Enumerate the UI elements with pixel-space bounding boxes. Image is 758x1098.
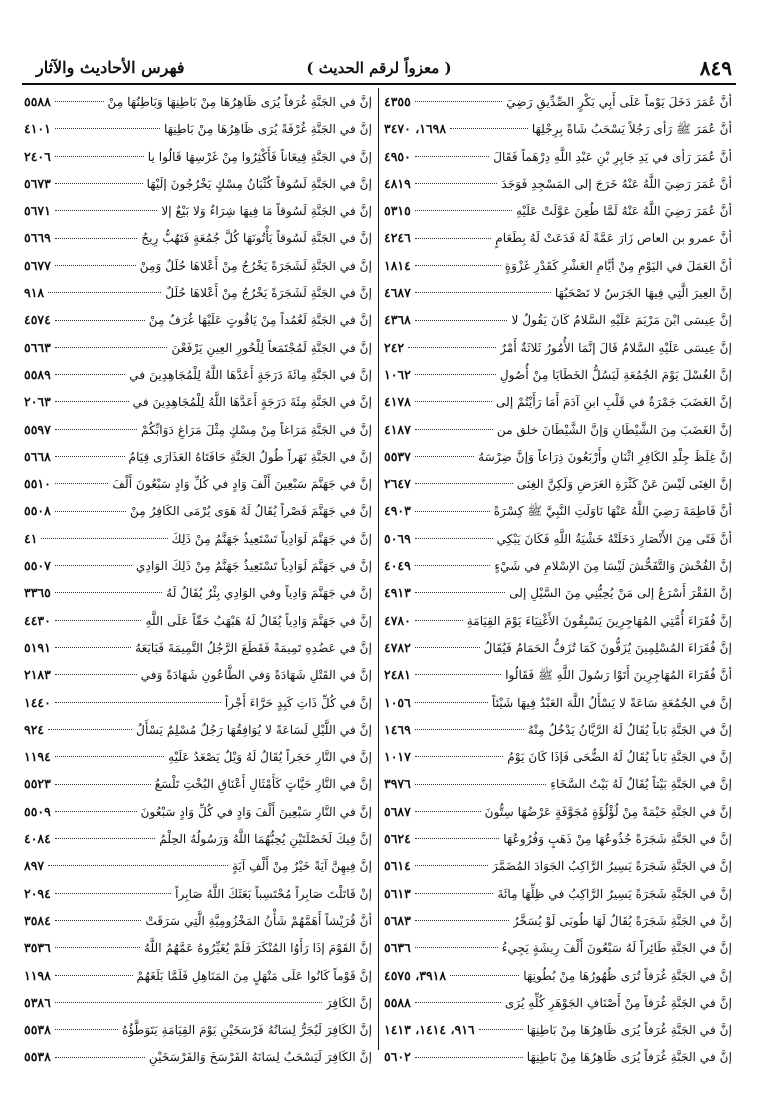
leader-dots xyxy=(415,1057,523,1058)
index-entry xyxy=(384,989,732,1016)
entry-text: إنَّ في الجَنَّةِ بَاباً يُقَالُ لَهُ الضُّحَى فَإذَا كَانَ يَوْمُ xyxy=(507,750,732,765)
entry-text: إنْ قَاتَلْتَ صَابِراً مُحْتَسِباً بَعَثَكَ اللَّهُ صَابِراً xyxy=(175,886,372,901)
index-entry xyxy=(24,115,372,142)
index-entry xyxy=(24,170,372,197)
index-entry xyxy=(24,579,372,606)
page-number: ٨٤٩ xyxy=(699,56,732,80)
hadith-number: ٥٥١٠ xyxy=(24,476,51,492)
index-entry xyxy=(24,989,372,1016)
leader-dots xyxy=(415,565,491,566)
hadith-number: ٥٥٣٨ xyxy=(24,1049,51,1065)
index-entry xyxy=(384,88,732,115)
hadith-number: ٣٥٣٦ xyxy=(24,940,51,956)
leader-dots xyxy=(415,320,508,321)
index-entry xyxy=(384,388,732,415)
entry-text: إنَّ عِيسَى ابْنَ مَرْيَمَ عَلَيْهِ السَّلامُ كَانَ يَقُولُ لا xyxy=(511,313,732,328)
leader-dots xyxy=(415,401,492,402)
index-entry xyxy=(384,825,732,852)
entry-text: أنَّ عُمَرَ ﷺ رَأى رَجُلاً يَسْحَبُ شَاةً بِرِجْلِهَا xyxy=(531,122,732,137)
hadith-number: ٤٣٦٨ xyxy=(384,312,411,328)
hadith-number: ٥٥٠٨ xyxy=(24,503,51,519)
leader-dots xyxy=(415,101,502,102)
index-entry xyxy=(384,743,732,770)
entry-text: أنَّ فَاطِمَةَ رَضِيَ اللَّهُ عَنْهَا نَاوَلَتِ النَّبِيَّ ﷺ كِسْرَةً xyxy=(493,504,732,519)
entry-text: إنَّ العِيرَ الَّتِي فِيهَا الجَرَسُ لا تَصْحَبُهَا xyxy=(554,286,732,301)
hadith-number: ٤٤٣٠ xyxy=(24,612,51,628)
leader-dots xyxy=(415,183,498,184)
index-entry xyxy=(24,252,372,279)
hadith-number: ٥١٩١ xyxy=(24,639,51,655)
entry-text: إنَّ في الجُمُعَةِ سَاعَةً لا يَسْأَلُ اللَّهَ العَبْدُ فِيهَا شَيْئاً xyxy=(492,695,732,710)
entry-text: إنَّ عِيسَى عَلَيْهِ السَّلامُ قَالَ إنَّمَا الأُمُورُ ثَلاثَةٌ أَمْرٌ xyxy=(500,340,732,355)
index-entry xyxy=(24,224,372,251)
index-entry xyxy=(384,661,732,688)
entry-text: إنَّ في الجَنَّةِ غُرَفاً تُرَى ظُهُورُهَا مِنْ بُطُونِهَا xyxy=(523,968,732,983)
index-entry xyxy=(384,170,732,197)
hadith-number: ٥٦٦٣ xyxy=(24,339,51,355)
hadith-number: ٢٤٨١ xyxy=(384,667,411,683)
hadith-number: ١٠٦٢ xyxy=(384,366,411,382)
leader-dots xyxy=(415,1002,501,1003)
entry-text: أنَّ عُمَرَ دَخَلَ يَوْماً عَلَى أَبِي بَكْرٍ الصِّدِّيقِ رَضِيَ xyxy=(506,95,732,109)
index-entry xyxy=(384,770,732,797)
hadith-number: ١٨١٤ xyxy=(384,257,411,273)
leader-dots xyxy=(55,511,126,512)
entry-text: إنَّ الفُحْشَ وَالتَّفَحُّشَ لَيْسَا مِنَ الإسْلامِ في شَيْءٍ xyxy=(494,559,732,574)
hadith-number: ١٤٤٠ xyxy=(24,694,51,710)
hadith-number: ٢٤٠٦ xyxy=(24,148,51,164)
hadith-number: ٥٦١٣ xyxy=(384,885,411,901)
index-entry xyxy=(24,306,372,333)
leader-dots xyxy=(55,320,145,321)
entry-text: إنَّ في الجَنَّةِ مَرَاغاً مِنْ مِسْكٍ مِثْلَ مَرَاغِ دَوَابِّكُمْ xyxy=(141,422,372,437)
leader-dots xyxy=(415,292,551,293)
hadith-number: ٥٦٠٢ xyxy=(384,1049,411,1065)
hadith-number: ١٦٩٨، ٣٤٧٠ xyxy=(384,121,447,137)
hadith-number: ٢٠٦٣ xyxy=(24,394,51,410)
index-entry xyxy=(24,880,372,907)
entry-text: أنَّ فَتًى مِنَ الأَنْصَارِ دَخَلَتْهُ خَشْيَةُ اللَّهِ فَكَانَ يَبْكِي xyxy=(496,531,732,546)
leader-dots xyxy=(55,483,109,484)
leader-dots xyxy=(55,156,144,157)
entry-text: إنَّ في جَهَنَّمَ وَادِياً يُقَالُ لَهُ هَبْهَبُ حَقّاً عَلَى اللَّهِ xyxy=(145,613,372,628)
hadith-number: ٣٣٦٥ xyxy=(24,585,51,601)
index-entry xyxy=(384,525,732,552)
entry-text: إنَّ قَوْماً كَانُوا عَلَى مَنْهَلٍ مِنَ المَنَاهِلِ فَلَمَّا بَلَغَهُمْ xyxy=(136,968,372,983)
index-entry xyxy=(384,579,732,606)
hadith-number: ٩١٦، ١٤١٤، ١٤١٣ xyxy=(384,1022,475,1038)
leader-dots xyxy=(55,183,143,184)
entry-text: إنَّ في الجَنَّةِ لَمُجْتَمَعاً لِلْحُورِ العِينِ يَرْفَعْنَ xyxy=(171,340,372,355)
entry-text: أنَّ عُمَرَ رَضِيَ اللَّهُ عَنْهُ خَرَجَ إلى المَسْجِدِ فَوَجَدَ xyxy=(501,176,732,191)
leader-dots xyxy=(55,347,168,348)
hadith-number: ١١٩٤ xyxy=(24,749,51,765)
header-subtitle: ( معزواً لرقم الحديث ) xyxy=(306,59,452,77)
hadith-number: ٥٦١٤ xyxy=(384,858,411,874)
leader-dots xyxy=(450,975,519,976)
entry-text: أنَّ عمرو بن العاص زَارَ عَمَّةً لَهُ فَدَعَتْ لَهُ بِطَعَامٍ xyxy=(495,231,732,246)
leader-dots xyxy=(55,975,133,976)
hadith-number: ٥٥٩٧ xyxy=(24,421,51,437)
entry-text: إنَّ في الجَنَّةِ لَعُمُداً مِنْ يَاقُوتٍ عَلَيْهَا غُرَفٌ مِنْ xyxy=(148,313,372,328)
leader-dots xyxy=(48,292,161,293)
entry-text: إنَّ الكَافِرَ لَيَسْحَبُ لِسَانَهُ الفَرْسَخَ وَالفَرْسَخَيْنِ xyxy=(148,1050,372,1065)
entry-text: إنَّ في الجَنَّةِ غُرَفاً يُرَى ظَاهِرُهَا مِنْ بَاطِنِهَا xyxy=(526,1050,732,1065)
index-entry xyxy=(24,1043,372,1070)
leader-dots xyxy=(55,401,129,402)
index-entry xyxy=(384,689,732,716)
hadith-number: ١١٩٨ xyxy=(24,967,51,983)
entry-text: إنَّ فِيكَ لَخَصْلَتَيْنِ يُحِبُّهُمَا اللَّهُ وَرَسُولُهُ الحِلْمُ xyxy=(159,832,372,847)
entry-text: إنَّ الفَقْرَ أَسْرَعُ إلى مَنْ يُحِبُّنِي مِنَ السَّيْلِ إلى xyxy=(509,586,732,601)
index-entry xyxy=(24,852,372,879)
leader-dots xyxy=(415,429,493,430)
entry-text: إنَّ في الجَنَّةِ لَسُوقاً يَأْتُونَهَا كُلَّ جُمُعَةٍ فَتَهُبُّ رِيحُ xyxy=(141,231,372,246)
hadith-number: ٤٦٨٧ xyxy=(384,285,411,301)
entry-text: إنَّ في جَهَنَّمَ وَادِياً وفي الوَادِي بِئْرٌ يُقَالُ لَهُ xyxy=(166,586,372,601)
leader-dots xyxy=(415,456,474,457)
index-entry xyxy=(384,497,732,524)
leader-dots xyxy=(415,893,494,894)
leader-dots xyxy=(55,456,125,457)
hadith-number: ٤١٠١ xyxy=(24,121,51,137)
leader-dots xyxy=(55,1002,322,1003)
hadith-number: ٥٦٦٨ xyxy=(24,448,51,464)
hadith-number: ٤٧٨٠ xyxy=(384,612,411,628)
hadith-number: ٤٢٤٦ xyxy=(384,230,411,246)
entry-text: إنَّ في اللَّيْلِ لَسَاعَةً لا يُوَافِقُهَا رَجُلٌ مُسْلِمٌ يَسْأَلُ xyxy=(136,722,372,737)
entry-text: إنَّ فُقَرَاءَ أُمَّتِي المُهَاجِرِينَ يَسْبِقُونَ الأَغْنِيَاءَ يَوْمَ القِيَامَةِ xyxy=(466,613,732,628)
leader-dots xyxy=(55,1029,118,1030)
index-entry xyxy=(384,143,732,170)
hadith-number: ١٤٦٩ xyxy=(384,721,411,737)
hadith-number: ٥٦٧٣ xyxy=(24,175,51,191)
hadith-number: ٢٤٢ xyxy=(384,339,405,355)
leader-dots xyxy=(55,1057,145,1058)
hadith-number: ٥٣١٥ xyxy=(384,203,411,219)
index-entry xyxy=(24,334,372,361)
entry-text: إنَّ في الجَنَّةِ نَهَراً طُولُ الجَنَّةِ حَافَتَاهُ العَذَارَى قِيَامٌ xyxy=(128,449,372,464)
leader-dots xyxy=(415,538,493,539)
entry-text: إنَّ فُقَرَاءَ المُسْلِمِينَ يُزَفُّونَ كَمَا تُزَفُّ الحَمَامُ فَيُقَالُ xyxy=(483,640,732,655)
hadith-number: ٥٥٠٩ xyxy=(24,803,51,819)
leader-dots xyxy=(415,947,498,948)
index-entry xyxy=(24,661,372,688)
entry-text: إنَّ في النَّارِ حَيَّاتٍ كَأَمْثَالِ أَعْنَاقِ البُخْتِ تَلْسَعُ xyxy=(154,777,372,792)
index-entry xyxy=(24,388,372,415)
index-entry xyxy=(384,880,732,907)
entry-text: إنَّ في الجَنَّةِ مِئَةَ دَرَجَةٍ أَعَدَّهَا اللَّهُ لِلْمُجَاهِدِينَ في xyxy=(132,395,372,410)
hadith-number: ٤٠٤٩ xyxy=(384,558,411,574)
index-entry xyxy=(24,825,372,852)
left-column xyxy=(24,88,372,1071)
index-entry xyxy=(384,334,732,361)
hadith-number: ٥٥٢٣ xyxy=(24,776,51,792)
hadith-number: ٤٠٨٤ xyxy=(24,831,51,847)
hadith-number: ٤١٨٧ xyxy=(384,421,411,437)
index-entry xyxy=(384,1016,732,1043)
entry-text: أنَّ العَمَلَ في اليَوْمِ مِنْ أيَّامِ العَشْرِ كَقَدْرِ غَزْوَةٍ xyxy=(504,258,732,273)
index-entry xyxy=(384,798,732,825)
index-entry xyxy=(384,907,732,934)
entry-text: إنَّ الكَافِرَ xyxy=(325,995,372,1010)
entry-text: أنَّ قُرَيْشاً أَهَمَّهُمْ شَأْنُ المَخْزُومِيَّةِ الَّتِي سَرَقَتْ xyxy=(145,913,372,928)
index-entry xyxy=(24,88,372,115)
leader-dots xyxy=(48,729,132,730)
index-entry xyxy=(24,743,372,770)
header-rule xyxy=(22,83,736,85)
index-entry xyxy=(384,470,732,497)
leader-dots xyxy=(415,729,524,730)
entry-text: إنَّ في كُلِّ ذَاتِ كَبِدٍ حَرَّاءَ أَجْراً xyxy=(224,695,372,710)
index-entry xyxy=(24,716,372,743)
leader-dots xyxy=(55,374,125,375)
entry-text: إنَّ في جَهَنَّمَ لَوَادِياً تَسْتَعِيذُ جَهَنَّمُ مِنْ ذَلِكَ الوَادِي xyxy=(136,559,372,574)
hadith-number: ١٠١٧ xyxy=(384,749,411,765)
entry-text: إنَّ غِلَظَ جِلْدِ الكَافِرِ اثْنَانِ وأَرْبَعُونَ ذِرَاعاً وَإنَّ ضِرْسَهُ xyxy=(478,449,732,464)
leader-dots xyxy=(55,592,162,593)
hadith-number: ٥٦٨٣ xyxy=(384,912,411,928)
leader-dots xyxy=(55,893,171,894)
hadith-number: ٥٥٣٨ xyxy=(24,1022,51,1038)
index-entry xyxy=(384,224,732,251)
leader-dots xyxy=(415,920,509,921)
hadith-number: ٢٦٤٧ xyxy=(384,476,411,492)
entry-text: إنَّ القَوْمَ إذَا رَأَوُا المُنْكَرَ فَلَمْ يُغَيِّرُوهُ عَمَّهُمُ اللَّهُ xyxy=(143,941,372,956)
leader-dots xyxy=(55,565,132,566)
leader-dots xyxy=(55,647,131,648)
leader-dots xyxy=(415,483,513,484)
hadith-number: ٥٦٢٤ xyxy=(384,831,411,847)
entry-text: إنَّ في جَهَنَّمَ لَوَادِياً تَسْتَعِيذُ جَهَنَّمُ مِنْ ذَلِكَ xyxy=(171,531,372,546)
hadith-number: ٥٦٨٧ xyxy=(384,803,411,819)
leader-dots xyxy=(415,620,463,621)
leader-dots xyxy=(55,784,151,785)
entry-text: إنَّ في الجَنَّةِ شَجَرَةً جُذُوعُهَا مِنْ ذَهَبٍ وَفُرُوعُهَا xyxy=(503,832,732,847)
hadith-number: ٣٩٧٦ xyxy=(384,776,411,792)
index-entry xyxy=(24,552,372,579)
leader-dots xyxy=(55,702,221,703)
leader-dots xyxy=(415,674,501,675)
leader-dots xyxy=(55,620,142,621)
hadith-number: ٤٩١٣ xyxy=(384,585,411,601)
entry-text: إنَّ في الجَنَّةِ لَسُوقاً كُثْبَانُ مِسْكٍ يَخْرُجُونَ إلَيْهَا xyxy=(146,176,372,191)
index-entry xyxy=(24,634,372,661)
hadith-number: ٥٥٨٨ xyxy=(384,994,411,1010)
entry-text: إنَّ الغُسْلَ يَوْمَ الجُمُعَةِ لَيَسُلُّ الخَطَايَا مِنْ أُصُولِ xyxy=(499,367,732,382)
entry-text: إنَّ في الجَنَّةِ خَيْمَةً مِنْ لُؤْلُؤَةٍ مُجَوَّفَةٍ عَرْضُهَا سِتُّونَ xyxy=(484,804,732,819)
leader-dots xyxy=(55,947,140,948)
index-entry xyxy=(384,852,732,879)
index-entry xyxy=(24,470,372,497)
leader-dots xyxy=(55,101,104,102)
entry-text: إنَّ في الجَنَّةِ طَائِراً لَهُ سَبْعُونَ أَلْفَ رِيشَةٍ يَجِيءُ xyxy=(501,941,732,956)
index-entry xyxy=(24,143,372,170)
index-entry xyxy=(24,798,372,825)
entry-text: إنَّ في الجَنَّةِ لَسُوقاً مَا فِيهَا شِرَاءٌ وَلا بَيْعٌ إلا xyxy=(161,204,372,219)
entry-text: أنَّ فُقَرَاءَ المُهَاجِرِينَ أَتَوْا رَسُولَ اللَّهِ ﷺ فَقَالُوا xyxy=(505,668,732,683)
entry-text: إنَّ الغَضَبَ مِنَ الشَّيْطَانِ وَإنَّ الشَّيْطَانَ خلق من xyxy=(496,422,732,437)
entry-text: إنَّ في جَهَنَّمَ سَبْعِينَ أَلْفَ وَادٍ في كُلِّ وَادٍ سَبْعُونَ أَلْفَ xyxy=(112,477,372,492)
entry-text: إنَّ في الجَنَّةِ غُرَفاً يُرَى ظَاهِرُهَا مِنْ بَاطِنِهَا وَبَاطِنُهَا مِنْ xyxy=(107,95,372,109)
hadith-number: ٥٥٨٨ xyxy=(24,94,51,109)
leader-dots xyxy=(415,756,503,757)
column-divider xyxy=(378,88,379,1050)
index-entry xyxy=(24,525,372,552)
entry-text: إنَّ في النَّارِ سَبْعِينَ أَلْفَ وَادٍ في كُلِّ وَادٍ سَبْعُونَ xyxy=(140,804,372,819)
index-entry xyxy=(384,607,732,634)
right-column xyxy=(384,88,732,1071)
leader-dots xyxy=(450,128,528,129)
entry-text: إنَّ في النَّارِ حَجَراً يُقَالُ لَهُ وَيْلٌ يَصْعَدُ عَلَيْهِ xyxy=(168,750,372,765)
index-entry xyxy=(24,907,372,934)
hadith-number: ٤٩٠٣ xyxy=(384,503,411,519)
index-entry xyxy=(384,1043,732,1070)
hadith-number: ٤٣٥٥ xyxy=(384,94,411,109)
entry-text: أنَّ عُمَرَ رَضِيَ اللَّهُ عَنْهُ لَمَّا طُعِنَ عَوَّلَتْ عَلَيْهِ xyxy=(515,204,732,219)
index-entry xyxy=(24,443,372,470)
index-entry xyxy=(384,197,732,224)
index-entry xyxy=(384,716,732,743)
entry-text: إنَّ الكَافِرَ لَيُجَرُّ لِسَانُهُ فَرْسَخَيْنِ يَوْمَ القِيَامَةِ يَتَوَطَّؤُهُ xyxy=(121,1023,372,1038)
index-entry xyxy=(24,962,372,989)
entry-text: إنَّ في الجَنَّةِ لَشَجَرَةً يَخْرُجُ مِنْ أَعْلاهَا حُلَلٌ xyxy=(165,286,372,301)
hadith-number: ٥٣٨٦ xyxy=(24,994,51,1010)
leader-dots xyxy=(415,592,505,593)
index-entry xyxy=(24,361,372,388)
hadith-number: ٤٨١٩ xyxy=(384,175,411,191)
index-entry xyxy=(24,279,372,306)
hadith-number: ٤٥٧٤ xyxy=(24,312,51,328)
hadith-number: ٥٦٣٦ xyxy=(384,940,411,956)
leader-dots xyxy=(415,210,512,211)
hadith-number: ٢٠٩٤ xyxy=(24,885,51,901)
leader-dots xyxy=(415,811,481,812)
page-header xyxy=(16,54,742,84)
hadith-number: ٩٢٤ xyxy=(24,721,45,737)
index-entry xyxy=(384,634,732,661)
hadith-number: ٥٦٦٩ xyxy=(24,230,51,246)
hadith-number: ٤٧٨٢ xyxy=(384,639,411,655)
index-entry xyxy=(384,306,732,333)
leader-dots xyxy=(55,128,160,129)
entry-text: إنَّ الغِنَى لَيْسَ عَنْ كَثْرَةِ العَرَضِ وَلَكِنَّ الغِنَى xyxy=(516,477,732,492)
entry-text: إنَّ في الجَنَّةِ شَجَرَةً يُقَالُ لَهَا طُوبَى لَوْ يُسَخَّرُ xyxy=(512,913,732,928)
leader-dots xyxy=(41,538,167,539)
hadith-number: ٥٠٦٩ xyxy=(384,530,411,546)
index-entry xyxy=(384,443,732,470)
index-entry xyxy=(384,962,732,989)
leader-dots xyxy=(55,920,142,921)
index-entry xyxy=(384,416,732,443)
entry-text: إنَّ في الجَنَّةِ غُرَفاً مِنْ أَصْنَافِ الجَوْهَرِ كُلِّهِ يُرَى xyxy=(504,995,732,1010)
entry-text: إنَّ في الجَنَّةِ شَجَرَةً يَسِيرُ الرَّاكِبُ في ظِلِّهَا مِائَةَ xyxy=(497,886,732,901)
leader-dots xyxy=(55,210,157,211)
index-entry xyxy=(384,552,732,579)
hadith-number: ٩١٨ xyxy=(24,285,45,301)
leader-dots xyxy=(415,865,488,866)
index-entry xyxy=(384,279,732,306)
index-entry xyxy=(24,497,372,524)
index-entry xyxy=(24,607,372,634)
index-entry xyxy=(24,934,372,961)
leader-dots xyxy=(415,647,480,648)
entry-text: إنَّ في الجَنَّةِ غُرَفاً يُرَى ظَاهِرُهَا مِنْ بَاطِنِهَا xyxy=(526,1023,732,1038)
hadith-number: ٥٦٧٧ xyxy=(24,257,51,273)
index-entry xyxy=(24,689,372,716)
running-title: فهرس الأحاديث والآثار xyxy=(36,58,185,77)
leader-dots xyxy=(415,838,499,839)
index-entry xyxy=(24,1016,372,1043)
leader-dots xyxy=(55,429,137,430)
hadith-number: ٥٥٣٧ xyxy=(384,448,411,464)
leader-dots xyxy=(55,756,164,757)
entry-text: إنَّ في الجَنَّةِ غُرْفَةً يُرَى ظَاهِرُهَا مِنْ بَاطِنِهَا xyxy=(163,122,372,137)
entry-text: أنَّ عُمَرَ رَأى في يَدِ جَابِرِ بْنِ عَبْدِ اللَّهِ دِرْهَماً فَقَالَ xyxy=(493,149,732,164)
index-entry xyxy=(384,361,732,388)
index-entry xyxy=(384,252,732,279)
entry-text: إنَّ في الجَنَّةِ بَاباً يُقَالُ لَهُ الرَّيَّانُ يَدْخُلُ مِنْهُ xyxy=(527,722,732,737)
leader-dots xyxy=(48,865,228,866)
leader-dots xyxy=(415,784,546,785)
index-entry xyxy=(24,770,372,797)
index-entry xyxy=(384,934,732,961)
leader-dots xyxy=(415,511,490,512)
hadith-number: ٨٩٧ xyxy=(24,858,45,874)
leader-dots xyxy=(55,674,137,675)
hadith-number: ٥٥٨٩ xyxy=(24,366,51,382)
entry-text: إنَّ فِيهِنَّ آيَةً خَيْرٌ مِنْ أَلْفِ آيَةٍ xyxy=(231,859,372,874)
entry-text: إنَّ في عَضُدِهِ تَمِيمَةً فَقَطَعَ الرَّجُلُ التَّمِيمَةَ فَبَايَعَهُ xyxy=(135,640,372,655)
index-entry xyxy=(24,197,372,224)
hadith-number: ٢١٨٣ xyxy=(24,667,51,683)
hadith-number: ٤١٧٨ xyxy=(384,394,411,410)
leader-dots xyxy=(55,811,137,812)
entry-text: إنَّ في جَهَنَّمَ قَصْراً يُقَالُ لَهُ هَوَى يُرْمَى الكَافِرُ مِنْ xyxy=(130,504,372,519)
leader-dots xyxy=(415,265,501,266)
leader-dots xyxy=(55,265,136,266)
leader-dots xyxy=(55,838,155,839)
hadith-number: ٥٦٧١ xyxy=(24,203,51,219)
entry-text: إنَّ في الجَنَّةِ قِيعَاناً فَأَكْثِرُوا مِنْ غَرْسِهَا قَالُوا يا xyxy=(147,149,372,164)
entry-text: إنَّ في القَتْلِ شَهَادَةً وَفي الطَّاعُونِ شَهَادَةً وَفي xyxy=(140,668,372,683)
leader-dots xyxy=(415,374,496,375)
hadith-number: ٥٥٠٧ xyxy=(24,558,51,574)
hadith-number: ٣٥٨٤ xyxy=(24,912,51,928)
entry-text: إنَّ في الجَنَّةِ بَيْتاً يُقَالُ لَهُ بَيْتُ السَّخَاءِ xyxy=(550,777,732,792)
leader-dots xyxy=(408,347,496,348)
hadith-number: ٤١ xyxy=(24,530,38,546)
leader-dots xyxy=(415,702,488,703)
entry-text: إنَّ في الجَنَّةِ مِائَةَ دَرَجَةٍ أَعَدَّهَا اللَّهُ لِلْمُجَاهِدِينَ في xyxy=(129,367,372,382)
index-entry xyxy=(24,416,372,443)
leader-dots xyxy=(55,238,137,239)
index-entry xyxy=(384,115,732,142)
hadith-number: ٤٩٥٠ xyxy=(384,148,411,164)
entry-text: إنَّ في الجَنَّةِ لَشَجَرَةً يَخْرُجُ مِنْ أَعْلاهَا حُلَلٌ وَمِنْ xyxy=(139,258,372,273)
leader-dots xyxy=(415,238,491,239)
hadith-number: ١٠٥٦ xyxy=(384,694,411,710)
hadith-number: ٣٩١٨، ٤٥٧٥ xyxy=(384,967,447,983)
leader-dots xyxy=(415,156,489,157)
entry-text: إنَّ الغَضَبَ جَمْرَةٌ في قَلْبِ ابنِ آدَمَ أَمَا رَأَيْتُمْ إلى xyxy=(496,395,732,410)
entry-text: إنَّ في الجَنَّةِ شَجَرَةً يَسِيرُ الرَّاكِبُ الجَوَادَ المُضَمَّرَ xyxy=(491,859,732,874)
leader-dots xyxy=(479,1029,523,1030)
